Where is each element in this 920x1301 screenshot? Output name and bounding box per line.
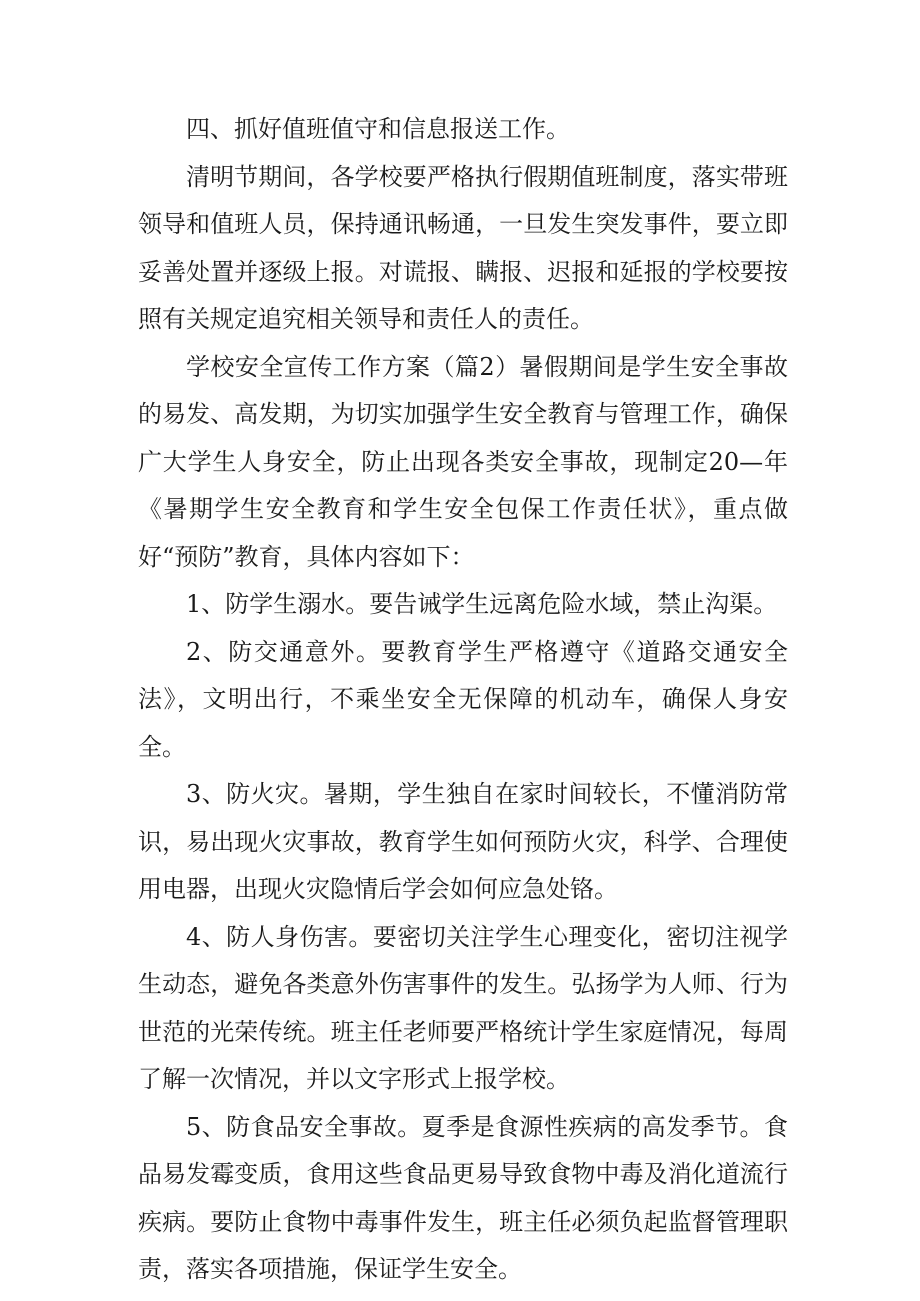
- list-item: 4、防人身伤害。要密切关注学生心理变化，密切注视学生动态，避免各类意外伤害事件的发生。弘扬学为人师、行为世范的光荣传统。班主任老师要严格统计学生家庭情况，每周了解一次情况，并以文字形式上报学校。: [138, 922, 788, 1093]
- list-item: 1、防学生溺水。要告诫学生远离危险水域，禁止沟渠。: [186, 590, 778, 618]
- paragraph: 清明节期间，各学校要严格执行假期值班制度，落实带班领导和值班人员，保持通讯畅通，一旦发生突发事件，要立即妥善处置并逐级上报。对谎报、瞒报、迟报和延报的学校要按照有关规定追究相关领导和责任人的责任。: [138, 162, 788, 333]
- paragraph: 学校安全宣传工作方案（篇2）暑假期间是学生安全事故的易发、高发期，为切实加强学生安全教育与管理工作，确保广大学生人身安全，防止出现各类安全事故，现制定20—年《暑期学生安全教育和学生安全包保工作责任状》，重点做好“预防”教育，具体内容如下：: [138, 352, 788, 571]
- list-item: 2、防交通意外。要教育学生严格遵守《道路交通安全法》，文明出行，不乘坐安全无保障的机动车，确保人身安全。: [138, 637, 788, 761]
- list-item: 3、防火灾。暑期，学生独自在家时间较长，不懂消防常识，易出现火灾事故，教育学生如何预防火灾，科学、合理使用电器，出现火灾隐情后学会如何应急处铬。: [138, 780, 788, 903]
- document-body: [138, 106, 788, 1294]
- list-item: 5、防食品安全事故。夏季是食源性疾病的高发季节。食品易发霉变质，食用这些食品更易导致食物中毒及消化道流行疾病。要防止食物中毒事件发生，班主任必须负起监督管理职责，落实各项措施，保证学生安全。: [138, 1112, 788, 1283]
- section-heading: 四、抓好值班值守和信息报送工作。: [186, 115, 570, 143]
